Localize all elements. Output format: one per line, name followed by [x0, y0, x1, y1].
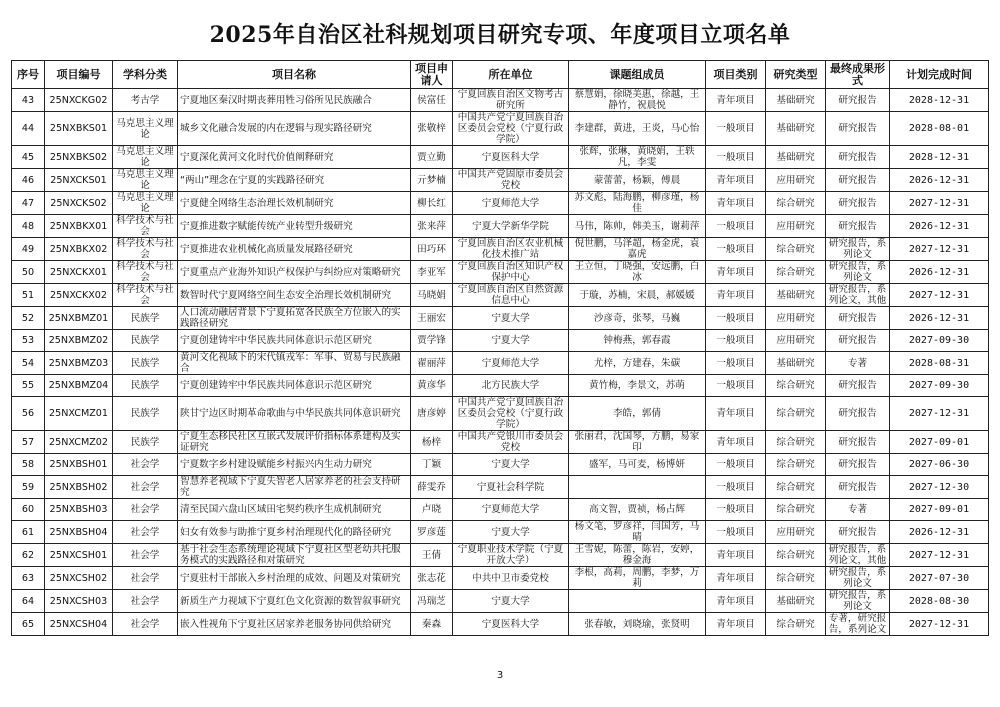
cell-seq: 57 [12, 431, 45, 454]
cell-output-form: 研究报告，系列论文 [826, 590, 890, 613]
cell-members: 尤梓，方建春，朱碳 [569, 352, 706, 375]
table-row [12, 330, 989, 352]
cell-output-form: 专著 [826, 352, 890, 375]
cell-deadline: 2026-12-31 [890, 307, 989, 330]
cell-code: 25NXBMZ01 [45, 307, 113, 330]
cell-deadline: 2026-12-31 [890, 169, 989, 192]
cell-unit: 中国共产党宁夏回族自治区委员会党校（宁夏行政学院） [453, 397, 569, 431]
cell-research-type: 基础研究 [766, 112, 826, 146]
table-row [12, 397, 989, 431]
cell-applicant: 柳长红 [411, 192, 453, 215]
cell-unit: 宁夏大学 [453, 454, 569, 476]
cell-deadline: 2027-12-31 [890, 397, 989, 431]
cell-unit: 宁夏师范大学 [453, 192, 569, 215]
cell-category: 一般项目 [706, 476, 766, 499]
cell-deadline: 2027-12-31 [890, 238, 989, 261]
cell-code: 25NXCKS02 [45, 192, 113, 215]
cell-deadline: 2027-09-01 [890, 499, 989, 521]
cell-unit: 中共中卫市委党校 [453, 567, 569, 590]
cell-applicant: 李亚军 [411, 261, 453, 284]
cell-output-form: 研究报告 [826, 375, 890, 397]
table-row [12, 192, 989, 215]
cell-unit: 宁夏大学 [453, 590, 569, 613]
cell-discipline: 马克思主义理论 [113, 146, 178, 169]
cell-code: 25NXBKS02 [45, 146, 113, 169]
cell-seq: 63 [12, 567, 45, 590]
document-title: 2025年自治区社科规划项目研究专项、年度项目立项名单 [209, 22, 791, 48]
cell-discipline: 科学技术与社会 [113, 261, 178, 284]
table-row [12, 169, 989, 192]
cell-category: 青年项目 [706, 544, 766, 567]
cell-discipline: 科学技术与社会 [113, 238, 178, 261]
cell-project-name: 宁夏生态移民社区互嵌式发展评价指标体系建构及实证研究 [178, 431, 411, 454]
cell-code: 25NXCKS01 [45, 169, 113, 192]
table-row [12, 284, 989, 307]
cell-applicant: 张敬梓 [411, 112, 453, 146]
header-discipline: 学科分类 [113, 61, 178, 89]
cell-seq: 49 [12, 238, 45, 261]
cell-category: 青年项目 [706, 397, 766, 431]
cell-research-type: 基础研究 [766, 146, 826, 169]
cell-seq: 59 [12, 476, 45, 499]
cell-members: 沙彦奇，张琴，马巍 [569, 307, 706, 330]
cell-research-type: 应用研究 [766, 521, 826, 544]
cell-deadline: 2027-12-30 [890, 476, 989, 499]
cell-output-form: 研究报告，系列论文，其他 [826, 284, 890, 307]
cell-code: 25NXBMZ02 [45, 330, 113, 352]
cell-unit: 宁夏医科大学 [453, 613, 569, 636]
cell-category: 一般项目 [706, 521, 766, 544]
cell-discipline: 马克思主义理论 [113, 192, 178, 215]
table-row [12, 476, 989, 499]
cell-unit: 宁夏社会科学院 [453, 476, 569, 499]
cell-applicant: 翟丽萍 [411, 352, 453, 375]
cell-applicant: 张来萍 [411, 215, 453, 238]
cell-applicant: 罗彦莲 [411, 521, 453, 544]
cell-output-form: 研究报告 [826, 431, 890, 454]
cell-seq: 51 [12, 284, 45, 307]
cell-discipline: 科学技术与社会 [113, 284, 178, 307]
cell-research-type: 应用研究 [766, 169, 826, 192]
header-applicant: 项目申请人 [411, 61, 453, 89]
cell-output-form: 研究报告 [826, 112, 890, 146]
cell-output-form: 研究报告 [826, 192, 890, 215]
cell-discipline: 民族学 [113, 375, 178, 397]
table-row [12, 352, 989, 375]
header-project-name: 项目名称 [178, 61, 411, 89]
cell-project-name: 城乡文化融合发展的内在逻辑与现实路径研究 [178, 112, 411, 146]
cell-code: 25NXBSH01 [45, 454, 113, 476]
cell-project-name: 清至民国六盘山区域田宅契约秩序生成机制研究 [178, 499, 411, 521]
cell-members: 杨文笔，罗彦祥，闫国芳，马晴 [569, 521, 706, 544]
cell-members: 倪世鹏，马泽超，杨金虎，袁嘉虎 [569, 238, 706, 261]
table-header-row [12, 61, 989, 89]
cell-applicant: 黄彦华 [411, 375, 453, 397]
cell-research-type: 综合研究 [766, 454, 826, 476]
cell-seq: 53 [12, 330, 45, 352]
cell-deadline: 2027-06-30 [890, 454, 989, 476]
cell-code: 25NXCSH02 [45, 567, 113, 590]
cell-research-type: 综合研究 [766, 544, 826, 567]
cell-project-name: 宁夏深化黄河文化时代价值阐释研究 [178, 146, 411, 169]
cell-unit: 宁夏职业技术学院（宁夏开放大学） [453, 544, 569, 567]
table-row [12, 375, 989, 397]
cell-code: 25NXCKX02 [45, 284, 113, 307]
cell-deadline: 2026-12-31 [890, 261, 989, 284]
cell-project-name: “两山”理念在宁夏的实践路径研究 [178, 169, 411, 192]
cell-research-type: 综合研究 [766, 375, 826, 397]
cell-members: 王立恒，丁晓强，安远鹏，白冰 [569, 261, 706, 284]
cell-project-name: 黄河文化视域下的宋代镇戎军：军事、贸易与民族融合 [178, 352, 411, 375]
table-row [12, 521, 989, 544]
cell-research-type: 综合研究 [766, 397, 826, 431]
cell-applicant: 王丽宏 [411, 307, 453, 330]
cell-members: 马伟，陈帅，韩美玉，谢莉萍 [569, 215, 706, 238]
cell-code: 25NXCSH04 [45, 613, 113, 636]
header-research-type: 研究类型 [766, 61, 826, 89]
cell-project-name: 宁夏健全网络生态治理长效机制研究 [178, 192, 411, 215]
header-category: 项目类别 [706, 61, 766, 89]
cell-output-form: 研究报告 [826, 169, 890, 192]
header-deadline: 计划完成时间 [890, 61, 989, 89]
cell-project-name: 人口流动融居背景下宁夏拓宽各民族全方位嵌入的实践路径研究 [178, 307, 411, 330]
cell-unit: 宁夏医科大学 [453, 146, 569, 169]
cell-unit: 宁夏回族自治区农业机械化技术推广站 [453, 238, 569, 261]
cell-deadline: 2027-12-31 [890, 284, 989, 307]
table-row [12, 238, 989, 261]
cell-research-type: 基础研究 [766, 89, 826, 112]
cell-members: 王雪妮，陈蕾，陈岩，安婷，穆金海 [569, 544, 706, 567]
cell-seq: 52 [12, 307, 45, 330]
cell-applicant: 丁颖 [411, 454, 453, 476]
cell-unit: 宁夏大学新华学院 [453, 215, 569, 238]
cell-output-form: 研究报告，系列论文，其他 [826, 544, 890, 567]
cell-unit: 宁夏大学 [453, 330, 569, 352]
cell-code: 25NXCMZ01 [45, 397, 113, 431]
cell-members: 张丽君，沈国琴，方鹏，易家印 [569, 431, 706, 454]
cell-applicant: 杨梓 [411, 431, 453, 454]
cell-category: 一般项目 [706, 112, 766, 146]
cell-project-name: 宁夏推进农业机械化高质量发展路径研究 [178, 238, 411, 261]
cell-discipline: 民族学 [113, 352, 178, 375]
cell-discipline: 社会学 [113, 567, 178, 590]
cell-unit: 北方民族大学 [453, 375, 569, 397]
cell-deadline: 2027-09-30 [890, 330, 989, 352]
cell-output-form: 研究报告 [826, 476, 890, 499]
cell-seq: 62 [12, 544, 45, 567]
cell-seq: 48 [12, 215, 45, 238]
cell-category: 一般项目 [706, 146, 766, 169]
cell-output-form: 研究报告，系列论文 [826, 567, 890, 590]
cell-output-form: 研究报告，系列论文 [826, 238, 890, 261]
cell-seq: 65 [12, 613, 45, 636]
cell-project-name: 宁夏创建铸牢中华民族共同体意识示范区研究 [178, 330, 411, 352]
cell-seq: 64 [12, 590, 45, 613]
cell-category: 一般项目 [706, 375, 766, 397]
cell-members: 张春敏，刘晓瑜，张贤明 [569, 613, 706, 636]
cell-seq: 46 [12, 169, 45, 192]
cell-applicant: 马晓娟 [411, 284, 453, 307]
cell-project-name: 数智时代宁夏网络空间生态安全治理长效机制研究 [178, 284, 411, 307]
cell-category: 一般项目 [706, 238, 766, 261]
cell-applicant: 亓梦楠 [411, 169, 453, 192]
cell-members: 蒙蕾蕾，杨颖，傅晨 [569, 169, 706, 192]
cell-applicant: 冯瑞芝 [411, 590, 453, 613]
cell-members: 黄竹梅，李景文，苏萌 [569, 375, 706, 397]
cell-applicant: 卢晓 [411, 499, 453, 521]
header-code: 项目编号 [45, 61, 113, 89]
cell-research-type: 基础研究 [766, 284, 826, 307]
cell-unit: 宁夏回族自治区知识产权保护中心 [453, 261, 569, 284]
cell-seq: 56 [12, 397, 45, 431]
table-row [12, 544, 989, 567]
cell-project-name: 宁夏创建铸牢中华民族共同体意识示范区研究 [178, 375, 411, 397]
cell-output-form: 研究报告 [826, 521, 890, 544]
cell-category: 青年项目 [706, 590, 766, 613]
cell-project-name: 宁夏数字乡村建设赋能乡村振兴内生动力研究 [178, 454, 411, 476]
table-row [12, 89, 989, 112]
cell-deadline: 2028-12-31 [890, 89, 989, 112]
cell-members: 于璇，苏楠，宋晨，郝媛媛 [569, 284, 706, 307]
cell-discipline: 民族学 [113, 330, 178, 352]
cell-category: 青年项目 [706, 169, 766, 192]
cell-unit: 宁夏回族自治区自然资源信息中心 [453, 284, 569, 307]
cell-output-form: 研究报告 [826, 330, 890, 352]
cell-output-form: 研究报告 [826, 307, 890, 330]
cell-discipline: 社会学 [113, 613, 178, 636]
cell-applicant: 王倩 [411, 544, 453, 567]
cell-project-name: 妇女有效参与助推宁夏乡村治理现代化的路径研究 [178, 521, 411, 544]
cell-applicant: 贾学锋 [411, 330, 453, 352]
cell-applicant: 田巧环 [411, 238, 453, 261]
cell-category: 青年项目 [706, 192, 766, 215]
cell-members: 苏文彪，陆海鹏，柳彦瑾，杨佳 [569, 192, 706, 215]
cell-output-form: 研究报告 [826, 215, 890, 238]
cell-discipline: 社会学 [113, 476, 178, 499]
cell-deadline: 2027-09-01 [890, 431, 989, 454]
table-row [12, 261, 989, 284]
cell-members: 钟梅燕，郭春霞 [569, 330, 706, 352]
table-row [12, 454, 989, 476]
cell-code: 25NXBKX02 [45, 238, 113, 261]
table-row [12, 215, 989, 238]
cell-project-name: 嵌入性视角下宁夏社区居家养老服务协同供给研究 [178, 613, 411, 636]
cell-discipline: 社会学 [113, 590, 178, 613]
cell-seq: 55 [12, 375, 45, 397]
cell-research-type: 应用研究 [766, 330, 826, 352]
cell-members [569, 590, 706, 613]
cell-discipline: 社会学 [113, 499, 178, 521]
header-unit: 所在单位 [453, 61, 569, 89]
cell-code: 25NXBSH03 [45, 499, 113, 521]
cell-seq: 61 [12, 521, 45, 544]
project-table [11, 60, 989, 636]
cell-output-form: 研究报告 [826, 146, 890, 169]
cell-category: 一般项目 [706, 499, 766, 521]
cell-unit: 宁夏回族自治区文物考古研究所 [453, 89, 569, 112]
cell-deadline: 2028-08-30 [890, 590, 989, 613]
cell-seq: 54 [12, 352, 45, 375]
cell-members [569, 476, 706, 499]
cell-deadline: 2026-12-31 [890, 521, 989, 544]
cell-category: 青年项目 [706, 261, 766, 284]
cell-project-name: 宁夏驻村干部嵌入乡村治理的成效、问题及对策研究 [178, 567, 411, 590]
cell-research-type: 应用研究 [766, 215, 826, 238]
cell-discipline: 民族学 [113, 431, 178, 454]
cell-research-type: 综合研究 [766, 238, 826, 261]
cell-seq: 58 [12, 454, 45, 476]
cell-category: 一般项目 [706, 307, 766, 330]
cell-category: 青年项目 [706, 431, 766, 454]
cell-applicant: 张志花 [411, 567, 453, 590]
cell-code: 25NXBMZ03 [45, 352, 113, 375]
cell-category: 青年项目 [706, 284, 766, 307]
cell-project-name: 智慧养老视域下宁夏失智老人居家养老的社会支持研究 [178, 476, 411, 499]
cell-discipline: 马克思主义理论 [113, 112, 178, 146]
cell-discipline: 社会学 [113, 454, 178, 476]
cell-code: 25NXBKS01 [45, 112, 113, 146]
cell-project-name: 宁夏重点产业海外知识产权保护与纠纷应对策略研究 [178, 261, 411, 284]
cell-seq: 43 [12, 89, 45, 112]
cell-discipline: 社会学 [113, 544, 178, 567]
cell-seq: 44 [12, 112, 45, 146]
cell-code: 25NXCMZ02 [45, 431, 113, 454]
cell-output-form: 研究报告，系列论文 [826, 261, 890, 284]
cell-category: 青年项目 [706, 567, 766, 590]
table-row [12, 112, 989, 146]
cell-code: 25NXCSH01 [45, 544, 113, 567]
cell-members: 蔡慧娟，徐晓美惠，徐越，王静竹，祝晨悦 [569, 89, 706, 112]
header-members: 课题组成员 [569, 61, 706, 89]
table-row [12, 431, 989, 454]
cell-discipline: 民族学 [113, 397, 178, 431]
cell-unit: 中国共产党宁夏回族自治区委员会党校（宁夏行政学院） [453, 112, 569, 146]
cell-members: 李根，高莉，周鹏，李梦，万莉 [569, 567, 706, 590]
cell-research-type: 基础研究 [766, 590, 826, 613]
cell-seq: 47 [12, 192, 45, 215]
cell-project-name: 基于社会生态系统理论视域下宁夏社区型老幼共托服务模式的实践路径和对策研究 [178, 544, 411, 567]
cell-research-type: 应用研究 [766, 307, 826, 330]
cell-category: 一般项目 [706, 352, 766, 375]
cell-deadline: 2027-07-30 [890, 567, 989, 590]
table-row [12, 499, 989, 521]
cell-deadline: 2027-12-31 [890, 192, 989, 215]
cell-deadline: 2027-09-30 [890, 375, 989, 397]
cell-output-form: 研究报告 [826, 89, 890, 112]
cell-applicant: 侯富任 [411, 89, 453, 112]
cell-deadline: 2028-08-01 [890, 112, 989, 146]
cell-category: 青年项目 [706, 613, 766, 636]
cell-unit: 中国共产党银川市委员会党校 [453, 431, 569, 454]
cell-research-type: 综合研究 [766, 476, 826, 499]
table-row [12, 590, 989, 613]
cell-code: 25NXBKX01 [45, 215, 113, 238]
cell-applicant: 唐彦婷 [411, 397, 453, 431]
cell-research-type: 综合研究 [766, 192, 826, 215]
cell-deadline: 2028-08-31 [890, 352, 989, 375]
cell-output-form: 研究报告 [826, 454, 890, 476]
cell-project-name: 宁夏推进数字赋能传统产业转型升级研究 [178, 215, 411, 238]
cell-seq: 60 [12, 499, 45, 521]
cell-research-type: 综合研究 [766, 499, 826, 521]
cell-applicant: 薛雯乔 [411, 476, 453, 499]
cell-output-form: 专著，研究报告，系列论文 [826, 613, 890, 636]
cell-code: 25NXBSH04 [45, 521, 113, 544]
cell-output-form: 专著 [826, 499, 890, 521]
cell-research-type: 综合研究 [766, 261, 826, 284]
cell-deadline: 2028-12-31 [890, 146, 989, 169]
header-seq: 序号 [12, 61, 45, 89]
cell-research-type: 综合研究 [766, 431, 826, 454]
cell-code: 25NXCKX01 [45, 261, 113, 284]
cell-project-name: 陕甘宁边区时期革命歌曲与中华民族共同体意识研究 [178, 397, 411, 431]
cell-project-name: 宁夏地区秦汉时期丧葬用牲习俗所见民族融合 [178, 89, 411, 112]
table-row [12, 613, 989, 636]
header-output-form: 最终成果形式 [826, 61, 890, 89]
cell-code: 25NXCSH03 [45, 590, 113, 613]
cell-category: 一般项目 [706, 215, 766, 238]
cell-seq: 50 [12, 261, 45, 284]
table-row [12, 307, 989, 330]
cell-deadline: 2026-12-31 [890, 215, 989, 238]
cell-code: 25NXBSH02 [45, 476, 113, 499]
cell-discipline: 科学技术与社会 [113, 215, 178, 238]
cell-code: 25NXBMZ04 [45, 375, 113, 397]
cell-research-type: 综合研究 [766, 613, 826, 636]
cell-members: 高文智，贾祯，杨占辉 [569, 499, 706, 521]
cell-research-type: 综合研究 [766, 567, 826, 590]
page-number: 3 [496, 670, 504, 681]
table-row [12, 567, 989, 590]
cell-code: 25NXCKG02 [45, 89, 113, 112]
cell-unit: 宁夏大学 [453, 521, 569, 544]
cell-category: 一般项目 [706, 454, 766, 476]
cell-discipline: 民族学 [113, 307, 178, 330]
cell-discipline: 考古学 [113, 89, 178, 112]
cell-applicant: 贾立勤 [411, 146, 453, 169]
cell-members: 李建群，黄进，王炎，马心怡 [569, 112, 706, 146]
cell-members: 李皓，郭倩 [569, 397, 706, 431]
table-row [12, 146, 989, 169]
cell-applicant: 秦森 [411, 613, 453, 636]
cell-unit: 宁夏师范大学 [453, 352, 569, 375]
cell-deadline: 2027-12-31 [890, 544, 989, 567]
cell-members: 张辉，张琳，黄晓娟，王轶凡，李雯 [569, 146, 706, 169]
cell-deadline: 2027-12-31 [890, 613, 989, 636]
cell-output-form: 研究报告 [826, 397, 890, 431]
cell-seq: 45 [12, 146, 45, 169]
cell-unit: 中国共产党固原市委员会党校 [453, 169, 569, 192]
cell-category: 一般项目 [706, 330, 766, 352]
cell-unit: 宁夏师范大学 [453, 499, 569, 521]
cell-research-type: 基础研究 [766, 352, 826, 375]
cell-discipline: 社会学 [113, 521, 178, 544]
cell-members: 盛军，马可麦，杨博妍 [569, 454, 706, 476]
cell-category: 青年项目 [706, 89, 766, 112]
cell-unit: 宁夏大学 [453, 307, 569, 330]
cell-project-name: 新质生产力视域下宁夏红色文化资源的数智叙事研究 [178, 590, 411, 613]
cell-discipline: 马克思主义理论 [113, 169, 178, 192]
